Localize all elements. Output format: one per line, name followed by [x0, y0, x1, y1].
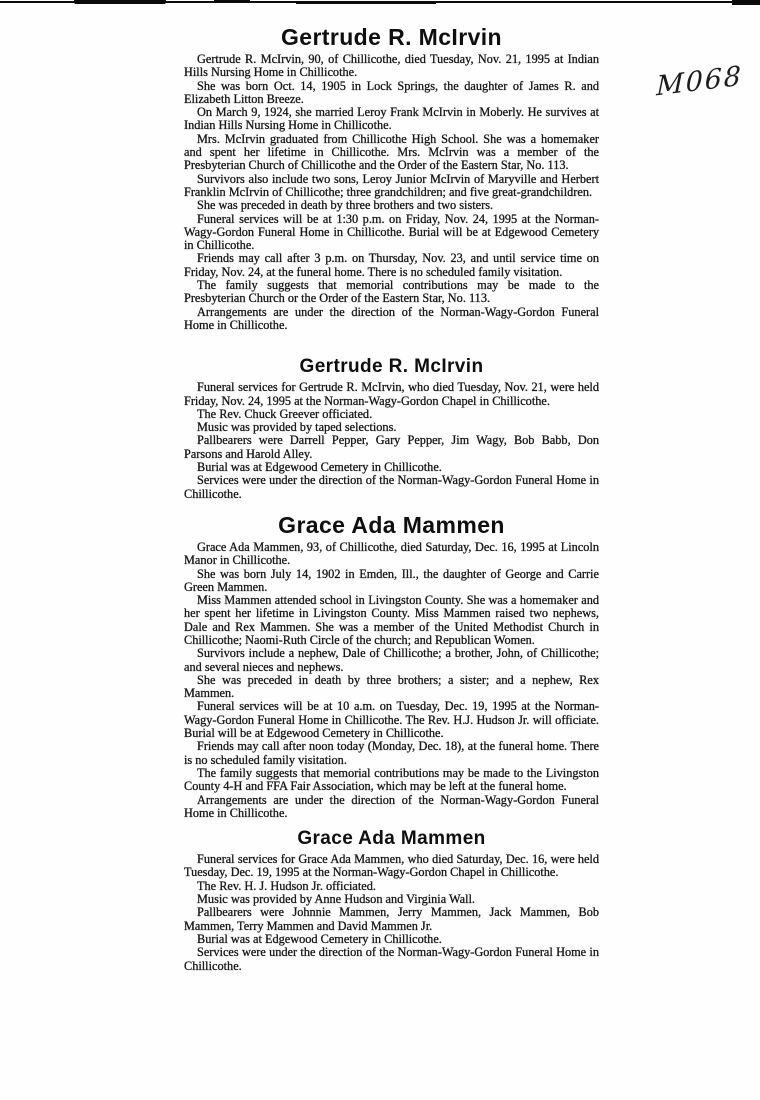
handwritten-archive-code: M068 [656, 60, 744, 103]
obituary-paragraph: She was born July 14, 1902 in Emden, Ill., the daughter of George and Carrie Green Mammen. [184, 566, 599, 594]
obituary-paragraph: She was preceded in death by three brothers and two sisters. [197, 198, 494, 213]
obituary-paragraph: Services were under the direction of the Norman-Wagy-Gordon Funeral Home in Chillicothe. [184, 945, 599, 973]
obituary-paragraph: The family suggests that memorial contributions may be made to the Presbyterian Church or the Order of the Eastern Star, No. 113. [184, 278, 599, 306]
obituary-section [184, 25, 599, 332]
obituary-paragraph: The family suggests that memorial contributions may be made to the Livingston County 4-H and FFA Fair Association, which may be left at the funeral home. [184, 765, 599, 794]
obituary-paragraph: The Rev. Chuck Greever officiated. [197, 406, 373, 421]
obituary-paragraph: Arrangements are under the direction of the Norman-Wagy-Gordon Funeral Home in Chillicothe. [184, 792, 599, 820]
obituary-paragraph: Burial was at Edgewood Cemetery in Chillicothe. [197, 931, 442, 946]
obituary-paragraph: Mrs. McIrvin graduated from Chillicothe High School. She was a homemaker and spent her lifetime in Chillicothe. Mrs. McIrvin was a member of the Presbyterian Church of Chillicothe and the Order of the Eastern Star, No. 113. [184, 131, 599, 173]
obituary-paragraph: Survivors also include two sons, Leroy Junior McIrvin of Maryville and Herbert Franklin McIrvin of Chillicothe; three grandchildren; and five great-grandchildren. [184, 171, 599, 199]
obituary-section [184, 357, 599, 501]
obituary-paragraph: She was born Oct. 14, 1905 in Lock Springs, the daughter of James R. and Elizabeth Litton Breeze. [184, 78, 599, 106]
obituary-paragraph: Friends may call after noon today (Monday, Dec. 18), at the funeral home. There is no scheduled family visitation. [184, 739, 599, 767]
obituary-section [184, 829, 599, 973]
obituary-title: Grace Ada Mammen [297, 828, 486, 850]
scan-line-segment [732, 0, 760, 5]
obituary-paragraph: Friends may call after 3 p.m. on Thursday, Nov. 23, and until service time on Friday, Nov. 24, at the funeral home. There is no scheduled family visitation. [184, 251, 599, 279]
obituary-paragraph: Pallbearers were Johnnie Mammen, Jerry Mammen, Jack Mammen, Bob Mammen, Terry Mammen and David Mammen Jr. [184, 905, 599, 933]
obituary-paragraph: Music was provided by Anne Hudson and Virginia Wall. [197, 892, 476, 907]
obituary-paragraph: Funeral services will be at 1:30 p.m. on Friday, Nov. 24, 1995 at the Norman-Wagy-Gordon Funeral Home in Chillicothe. Burial will be at Edgewood Cemetery in Chillicothe. [184, 211, 599, 253]
obituary-title: Grace Ada Mammen [278, 511, 505, 538]
scanner-edge-artifact [0, 0, 760, 7]
obituary-column [184, 25, 599, 973]
obituary-section [184, 513, 599, 820]
obituary-paragraph: Arrangements are under the direction of the Norman-Wagy-Gordon Funeral Home in Chillicothe. [184, 304, 599, 332]
obituary-paragraph: She was preceded in death by three brothers; a sister; and a nephew, Rex Mammen. [184, 672, 599, 701]
scan-line-segment [74, 0, 166, 4]
obituary-paragraph: Services were under the direction of the Norman-Wagy-Gordon Funeral Home in Chillicothe. [184, 473, 599, 501]
obituary-paragraph: Burial was at Edgewood Cemetery in Chillicothe. [197, 460, 442, 475]
obituary-paragraph: Survivors include a nephew, Dale of Chillicothe; a brother, John, of Chillicothe; and several nieces and nephews. [184, 646, 599, 674]
obituary-paragraph: On March 9, 1924, she married Leroy Frank McIrvin in Moberly. He survives at Indian Hills Nursing Home in Chillicothe. [184, 105, 599, 133]
scan-line-segment [296, 1, 436, 4]
obituary-title: Gertrude R. McIrvin [280, 24, 503, 50]
obituary-paragraph: Miss Mammen attended school in Livingston County. She was a homemaker and her spent her lifetime in Livingston County. Miss Mammen raised two nephews, Dale and Rex Mammen. She was a member of the United Methodist Church in Chillicothe; Naomi-Ruth Circle of the church; and Republican Women. [184, 593, 599, 647]
obituary-paragraph: Pallbearers were Darrell Pepper, Gary Pepper, Jim Wagy, Bob Babb, Don Parsons and Harold Alley. [184, 433, 599, 461]
obituary-paragraph: Music was provided by taped selections. [197, 420, 397, 435]
obituary-paragraph: Funeral services for Gertrude R. McIrvin, who died Tuesday, Nov. 21, were held Friday, Nov. 24, 1995 at the Norman-Wagy-Gordon Chapel in Chillicothe. [184, 380, 599, 408]
scan-line-segment [214, 0, 250, 3]
obituary-paragraph: Grace Ada Mammen, 93, of Chillicothe, died Saturday, Dec. 16, 1995 at Lincoln Manor in Chillicothe. [184, 539, 599, 568]
obituary-paragraph: Gertrude R. McIrvin, 90, of Chillicothe, died Tuesday, Nov. 21, 1995 at Indian Hills Nursing Home in Chillicothe. [184, 52, 599, 80]
obituary-paragraph: The Rev. H. J. Hudson Jr. officiated. [197, 878, 376, 893]
obituary-title: Gertrude R. McIrvin [299, 356, 484, 378]
obituary-paragraph: Funeral services will be at 10 a.m. on Tuesday, Dec. 19, 1995 at the Norman-Wagy-Gordon Funeral Home in Chillicothe. The Rev. H.J. Hudson Jr. will officiate. Burial will be at Edgewood Cemetery in Chillicothe. [184, 699, 599, 741]
obituary-paragraph: Funeral services for Grace Ada Mammen, who died Saturday, Dec. 16, were held Tuesday, Dec. 19, 1995 at the Norman-Wagy-Gordon Chapel in Chillicothe. [184, 852, 599, 880]
scan-line-segment [556, 1, 646, 3]
